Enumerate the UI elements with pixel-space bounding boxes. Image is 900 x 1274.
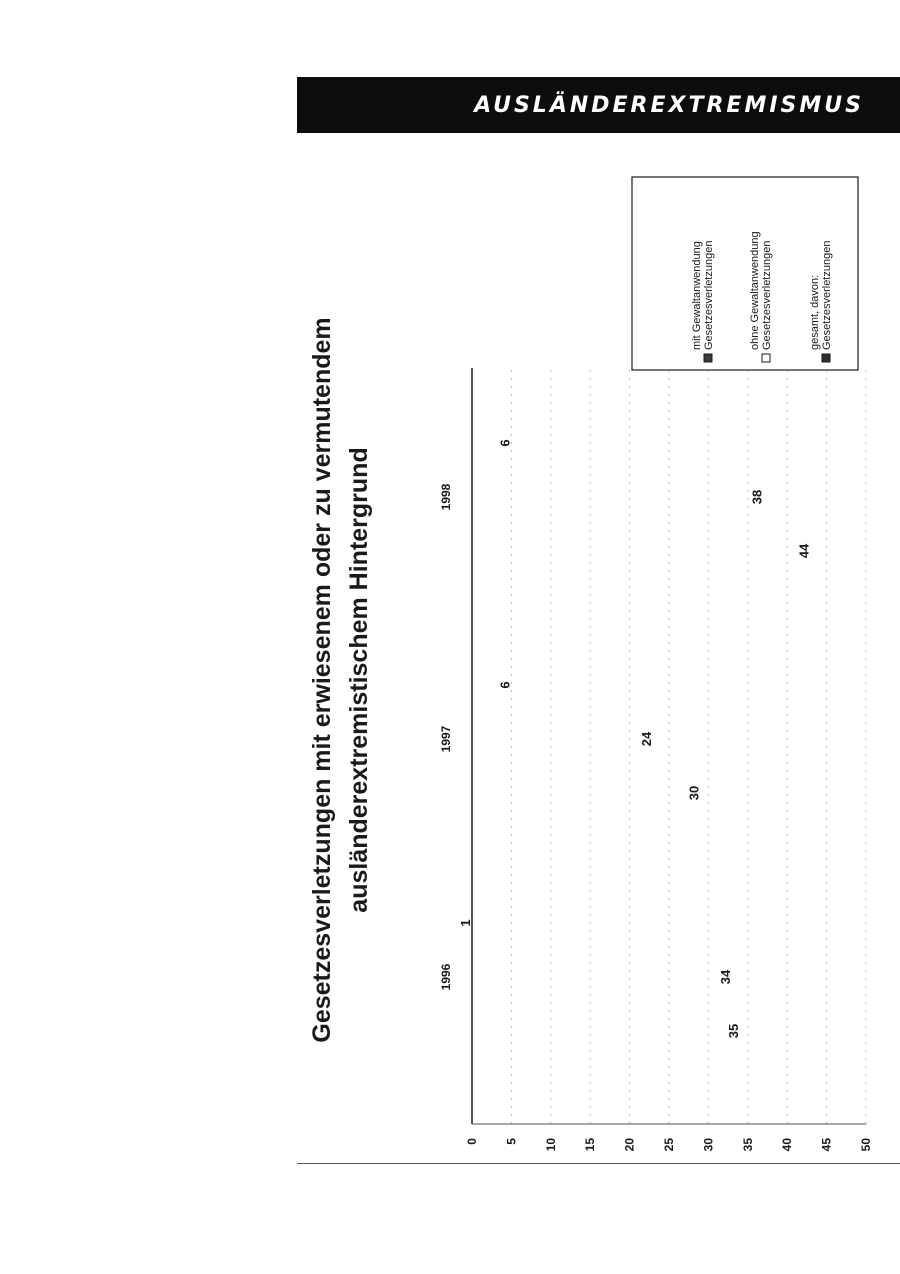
data-label: 1 [457,919,473,927]
x-category-label: 1996 [439,963,453,991]
y-tick-label: 15 [583,1138,598,1152]
y-tick-label: 45 [819,1138,834,1152]
data-label: 35 [725,1023,741,1039]
y-tick-label: 30 [701,1138,716,1152]
y-tick-label: 35 [740,1138,755,1152]
y-tick-label: 0 [465,1138,479,1145]
y-tick-label: 10 [543,1138,558,1152]
data-label: 24 [639,731,655,747]
legend-label: Gesetzesverletzungen [821,240,833,350]
header-title: AUSLÄNDEREXTREMISMUS [474,93,864,118]
legend-swatch [822,354,830,362]
legend-label: Gesetzesverletzungen [703,240,715,350]
data-label: 38 [749,489,765,505]
y-tick-label: 50 [859,1138,873,1152]
legend-label: ohne Gewaltanwendung [749,231,761,350]
y-tick-label: 5 [504,1138,519,1145]
legend-swatch [704,354,712,362]
chart-title-line: Gesetzesverletzungen mit erwiesenem oder zu vermutendem [308,317,336,1043]
chart-title-line: ausländerextremistischem Hintergrund [345,447,373,913]
legend-label: gesamt, davon: [809,274,821,350]
y-tick-label: 25 [662,1138,676,1152]
y-tick-label: 40 [780,1138,795,1152]
legend-swatch [762,354,770,362]
data-label: 30 [686,785,702,801]
data-label: 44 [796,543,812,559]
y-tick-label: 20 [622,1138,637,1152]
data-label: 34 [717,969,733,985]
x-category-label: 1997 [439,725,453,753]
x-category-label: 1998 [439,483,453,511]
data-label: 6 [497,681,513,689]
data-label: 6 [497,439,513,447]
legend-label: mit Gewaltanwendung [691,241,703,350]
legend-label: Gesetzesverletzungen [761,240,773,350]
